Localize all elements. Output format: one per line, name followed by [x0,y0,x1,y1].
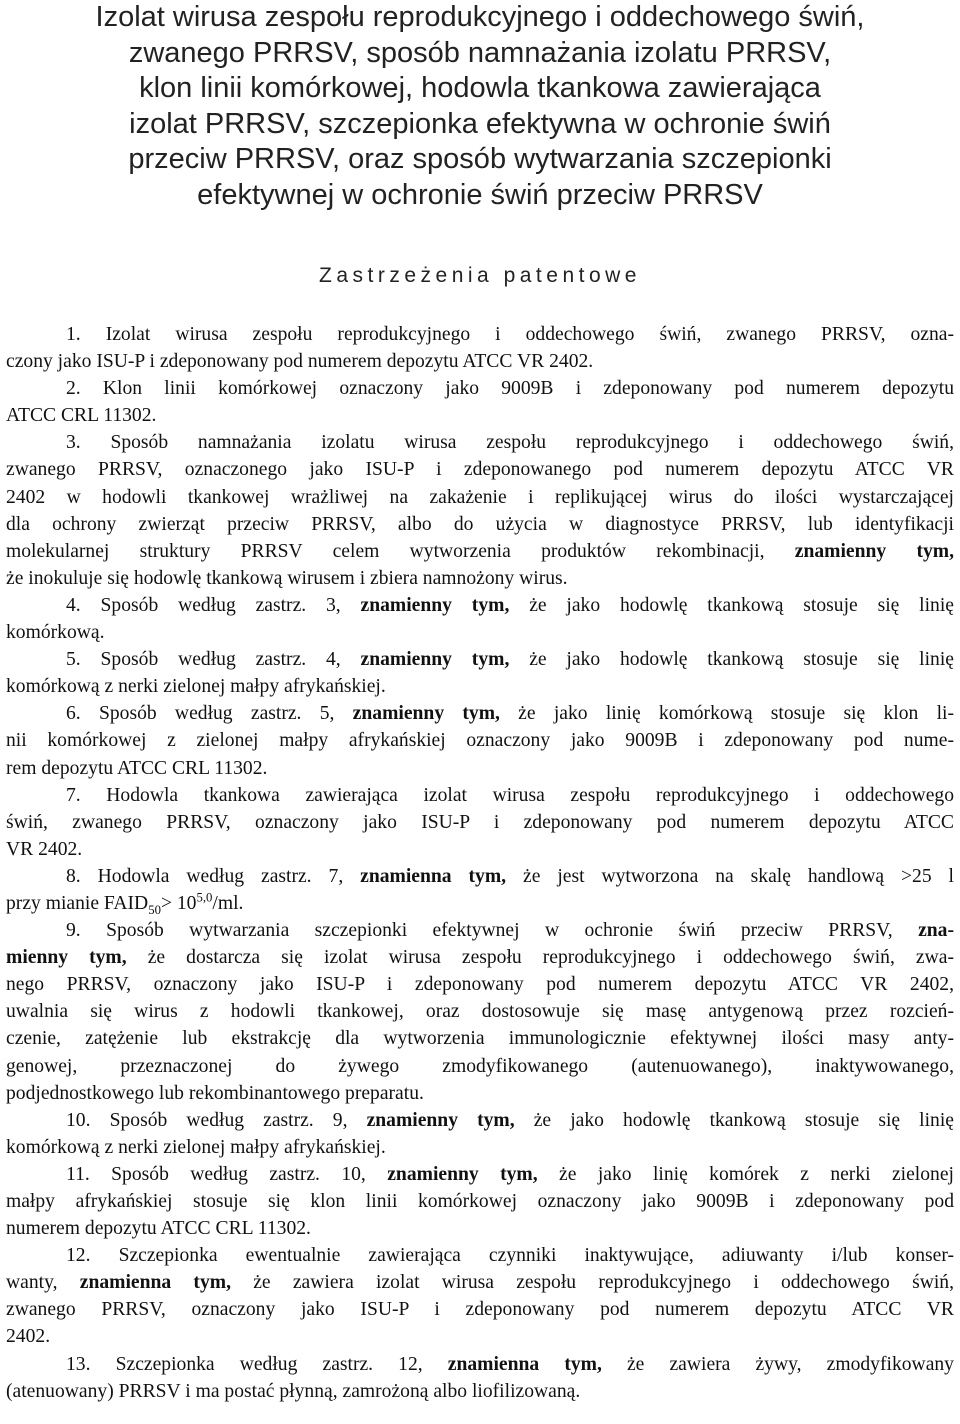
claim-line: mienny tym, że dostarcza się izolat wirusa zespołu reprodukcyjnego i oddechowego świń, zwa- [6,947,954,969]
claim-line: małpy afrykańskiej stosuje się klon linii komórkowej oznaczony jako 9009B i zdeponowany pod [6,1191,954,1212]
title-line: efektywnej w ochronie świń przeciw PRRSV [197,178,763,211]
emphasis-phrase: znamienny tym, [360,594,510,616]
claim-5 [6,646,954,700]
claim-line: numerem depozytu ATCC CRL 11302. [6,1218,311,1240]
title-line: izolat PRRSV, szczepionka efektywna w ochronie świń [129,107,831,140]
claim-line: dla ochrony zwierząt przeciw PRRSV, albo do użycia w diagnostyce PRRSV, lub identyfikacji [6,513,954,535]
claim-line: 1. Izolat wirusa zespołu reprodukcyjnego i oddechowego świń, zwanego PRRSV, ozna- [66,324,954,345]
claim-line: 8. Hodowla według zastrz. 7, znamienna tym, że jest wytworzona na skalę handlową >25 l [66,865,955,887]
title-line: zwanego PRRSV, sposób namnażania izolatu PRRSV, [128,36,832,69]
claim-line: 2. Klon linii komórkowej oznaczony jako 9009B i zdeponowany pod numerem depozytu [66,378,954,400]
title-line: przeciw PRRSV, oraz sposób wytwarzania szczepionki [128,143,832,175]
claim-4 [6,592,954,646]
claim-3 [6,429,954,592]
claim-line: że inokuluje się hodowlę tkankową wirusem i zbiera namnożony wirus. [6,567,568,589]
claim-11 [6,1161,954,1242]
claim-line: 13. Szczepionka według zastrz. 12, znamienna tym, że zawiera żywy, zmodyfikowany [66,1353,954,1375]
claim-line: przy mianie $FAID_{50}> 10^{5,0}/ml$. [6,890,244,917]
claim-line: uwalnia się wirus z hodowli tkankowej, oraz dostosowuje się masę antygenową przez rozcień- [6,1001,954,1023]
claim-line: podjednostkowego lub rekombinantowego preparatu. [6,1082,424,1104]
claim-line: zwanego PRRSV, oznaczonego jako ISU-P i zdeponowanego pod numerem depozytu ATCC VR [6,459,954,481]
emphasis-phrase: znamienny tym, [352,703,500,725]
claim-line: 5. Sposób według zastrz. 4, znamienny tym, że jako hodowlę tkankową stosuje się linię [66,649,954,671]
claim-line: rem depozytu ATCC CRL 11302. [6,757,268,779]
claim-1 [6,321,954,375]
claim-line: komórkową z nerki zielonej małpy afrykańskiej. [6,676,386,698]
claim-line: komórkową. [6,622,105,644]
claim-line: 2402. [6,1326,51,1348]
claim-line: 3. Sposób namnażania izolatu wirusa zespołu reprodukcyjnego i oddechowego świń, [66,432,954,454]
claim-9 [6,917,954,1107]
claim-6 [6,700,954,781]
emphasis-phrase: zna- [918,920,954,942]
claims-list [6,321,954,1405]
superscript: 5,0 [196,890,213,905]
emphasis-phrase: znamienna tym, [79,1272,231,1294]
claim-line: świń, zwanego PRRSV, oznaczony jako ISU-P i zdeponowany pod numerem depozytu ATCC [6,811,954,833]
claim-line: wanty, znamienna tym, że zawiera izolat wirusa zespołu reprodukcyjnego i oddechowego świń, [6,1272,954,1294]
claim-line: nego PRRSV, oznaczony jako ISU-P i zdeponowany pod numerem depozytu ATCC VR 2402, [6,974,954,996]
claim-line: czenie, zatężenie lub ekstrakcję dla wytworzenia immunologicznie efektywnej ilości masy anty- [6,1028,954,1050]
claim-line: (atenuowany) PRRSV i ma postać płynną, zamrożoną albo liofilizowaną. [6,1380,581,1402]
claim-line: czony jako ISU-P i zdeponowany pod numerem depozytu ATCC VR 2402. [6,351,594,373]
document-title [60,0,900,213]
claim-line: komórkową z nerki zielonej małpy afrykańskiej. [6,1136,386,1158]
claim-line: molekularnej struktury PRRSV celem wytworzenia produktów rekombinacji, znamienny tym, [6,540,955,562]
claim-line: 4. Sposób według zastrz. 3, znamienny tym, że jako hodowlę tkankową stosuje się linię [66,594,954,616]
emphasis-phrase: znamienny tym, [387,1163,538,1185]
claim-8 [6,863,954,917]
claim-line: VR 2402. [6,838,83,860]
title-line: klon linii komórkowej, hodowla tkankowa zawierająca [139,72,821,104]
title-line: Izolat wirusa zespołu reprodukcyjnego i oddechowego świń, [95,1,865,33]
claim-line: ATCC CRL 11302. [6,405,157,427]
claim-line: 7. Hodowla tkankowa zawierająca izolat wirusa zespołu reprodukcyjnego i oddechowego [66,784,954,806]
claim-line: 10. Sposób według zastrz. 9, znamienny tym, że jako hodowlę tkankową stosuje się linię [66,1109,954,1131]
claim-line: 12. Szczepionka ewentualnie zawierająca czynniki inaktywujące, adiuwanty i/lub konser- [66,1245,954,1267]
claim-line: 6. Sposób według zastrz. 5, znamienny tym, że jako linię komórkową stosuje się klon li- [66,703,954,725]
emphasis-phrase: znamienny tym, [794,540,955,562]
emphasis-phrase: znamienny tym, [360,649,510,671]
claim-line: zwanego PRRSV, oznaczony jako ISU-P i zdeponowany pod numerem depozytu ATCC VR [6,1299,954,1321]
emphasis-phrase: znamienna tym, [447,1353,602,1375]
subscript: 50 [148,902,161,917]
claim-line: nii komórkowej z zielonej małpy afrykańskiej oznaczony jako 9009B i zdeponowany pod nume- [6,730,954,752]
claim-line: 9. Sposób wytwarzania szczepionki efektywnej w ochronie świń przeciw PRRSV, zna- [66,920,954,942]
section-heading: Zastrzeżenia patentowe [319,264,641,287]
emphasis-phrase: znamienny tym, [366,1109,515,1131]
claim-2 [6,375,954,429]
emphasis-phrase: mienny tym, [6,947,127,969]
emphasis-phrase: znamienna tym, [360,865,507,887]
claim-12 [6,1242,954,1350]
claim-7 [6,782,954,863]
claim-line: 2402 w hodowli tkankowej wrażliwej na zakażenie i replikującej wirus do ilości wystarczającej [6,486,954,508]
claim-13 [6,1351,954,1405]
claim-line: 11. Sposób według zastrz. 10, znamienny tym, że jako linię komórek z nerki zielonej [66,1163,954,1185]
claim-line: genowej, przeznaczonej do żywego zmodyfikowanego (autenuowanego), inaktywowanego, [6,1055,954,1077]
claim-10 [6,1107,954,1161]
